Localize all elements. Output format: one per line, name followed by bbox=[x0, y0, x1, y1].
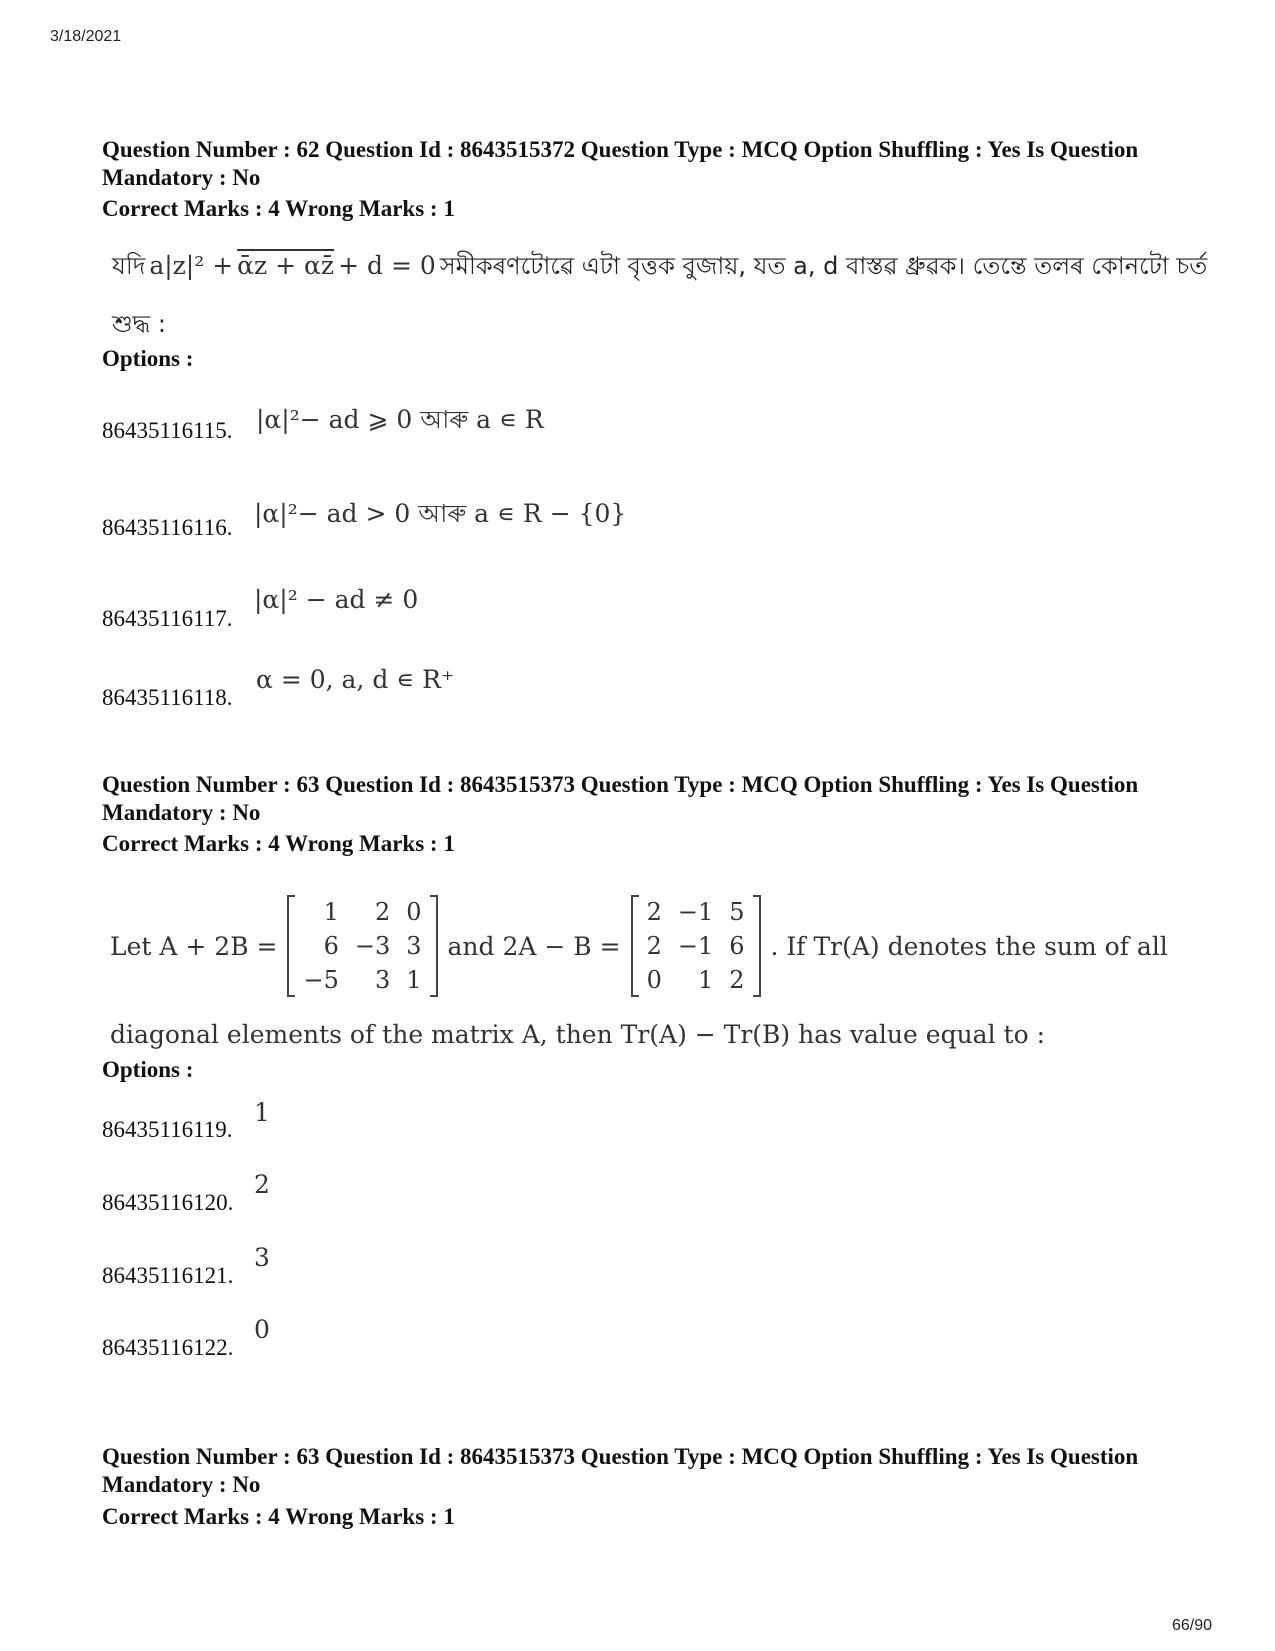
question-63-header: Question Number : 63 Question Id : 8643515373 Question Type : MCQ Option Shuffling : Yes Is Question Mandatory : No bbox=[102, 772, 1139, 825]
matrix-cell: 0 bbox=[406, 898, 422, 926]
option-id: 86435116117. bbox=[102, 606, 233, 631]
matrix-cell: 2 bbox=[374, 898, 391, 926]
question-63-stem-tail: . If Tr(A) denotes the sum of all bbox=[770, 931, 1168, 961]
question-62-stem-prefix: যদি bbox=[112, 252, 146, 280]
matrix-cell: 3 bbox=[406, 932, 422, 960]
question-62-stem-text: সমীকৰণটোৱে এটা বৃত্তক বুজায়, যত a, d বাস্তৱ ধ্ৰুৱক। তেন্তে তলৰ কোনটো চৰ্ত bbox=[439, 252, 1208, 280]
option-text[interactable]: |α|² − ad ≠ 0 bbox=[254, 585, 419, 614]
matrix-cell: 1 bbox=[323, 898, 339, 926]
question-62-equation-part-a: a|z|² + bbox=[149, 251, 234, 280]
matrix-cell: 6 bbox=[323, 932, 339, 960]
option-text[interactable]: 1 bbox=[254, 1098, 270, 1127]
option-id: 86435116116. bbox=[102, 515, 233, 540]
option-id: 86435116119. bbox=[102, 1117, 233, 1142]
question-63-let-label: Let A + 2B = bbox=[110, 931, 278, 961]
page-number: 66/90 bbox=[1172, 1617, 1213, 1634]
question-63-options-label: Options : bbox=[102, 1057, 194, 1082]
matrix-cell: 5 bbox=[729, 898, 745, 926]
question-62-stem-text-line2: শুদ্ধ : bbox=[112, 310, 166, 338]
question-63-and-label: and 2A − B = bbox=[447, 931, 621, 961]
matrix-a-plus-2b bbox=[287, 895, 437, 997]
option-id: 86435116121. bbox=[102, 1263, 234, 1288]
matrix-cell: 1 bbox=[697, 966, 714, 994]
option-id: 86435116122. bbox=[102, 1335, 234, 1360]
matrix-cell: 2 bbox=[646, 898, 662, 926]
question-63-stem-line2: diagonal elements of the matrix A, then Tr(A) − Tr(B) has value equal to : bbox=[110, 1020, 1045, 1049]
page-date: 3/18/2021 bbox=[50, 28, 122, 45]
matrix-cell: 2 bbox=[729, 966, 745, 994]
option-text[interactable]: 3 bbox=[254, 1243, 270, 1272]
matrix-cell: −1 bbox=[677, 932, 714, 960]
question-62-marks: Correct Marks : 4 Wrong Marks : 1 bbox=[102, 196, 455, 221]
option-id: 86435116120. bbox=[102, 1190, 234, 1215]
question-62-options-label: Options : bbox=[102, 346, 194, 371]
option-id: 86435116118. bbox=[102, 685, 233, 710]
matrix-cell: 1 bbox=[406, 966, 422, 994]
matrix-cell: −3 bbox=[354, 932, 391, 960]
question-62-equation-part-b: + d = 0 bbox=[338, 251, 436, 280]
option-text[interactable]: |α|²− ad > 0 আৰু a ∊ R − {0} bbox=[254, 499, 627, 528]
matrix-cell: −5 bbox=[303, 966, 339, 994]
matrix-cell: 2 bbox=[646, 932, 662, 960]
option-id: 86435116115. bbox=[102, 418, 233, 443]
question-62-header: Question Number : 62 Question Id : 8643515372 Question Type : MCQ Option Shuffling : Yes Is Question Mandatory : No bbox=[102, 137, 1139, 190]
matrix-cell: −1 bbox=[677, 898, 714, 926]
question-63-repeat-header: Question Number : 63 Question Id : 8643515373 Question Type : MCQ Option Shuffling : Yes Is Question Mandatory : No bbox=[102, 1444, 1139, 1497]
option-text[interactable]: 0 bbox=[254, 1315, 270, 1344]
question-62-stem bbox=[112, 248, 1207, 288]
option-text[interactable]: α = 0, a, d ∊ R⁺ bbox=[256, 665, 455, 694]
question-63-marks: Correct Marks : 4 Wrong Marks : 1 bbox=[102, 831, 455, 856]
option-text[interactable]: |α|²− ad ⩾ 0 আৰু a ∊ R bbox=[256, 405, 544, 434]
option-text[interactable]: 2 bbox=[254, 1170, 270, 1199]
matrix-cell: 3 bbox=[374, 966, 391, 994]
question-63-repeat-marks: Correct Marks : 4 Wrong Marks : 1 bbox=[102, 1504, 455, 1529]
question-63-stem bbox=[110, 895, 1168, 997]
question-62-equation-overlined: ᾱz + αz̄ bbox=[237, 251, 335, 280]
matrix-cell: 6 bbox=[729, 932, 745, 960]
matrix-2a-minus-b bbox=[631, 895, 761, 997]
matrix-cell: 0 bbox=[646, 966, 662, 994]
